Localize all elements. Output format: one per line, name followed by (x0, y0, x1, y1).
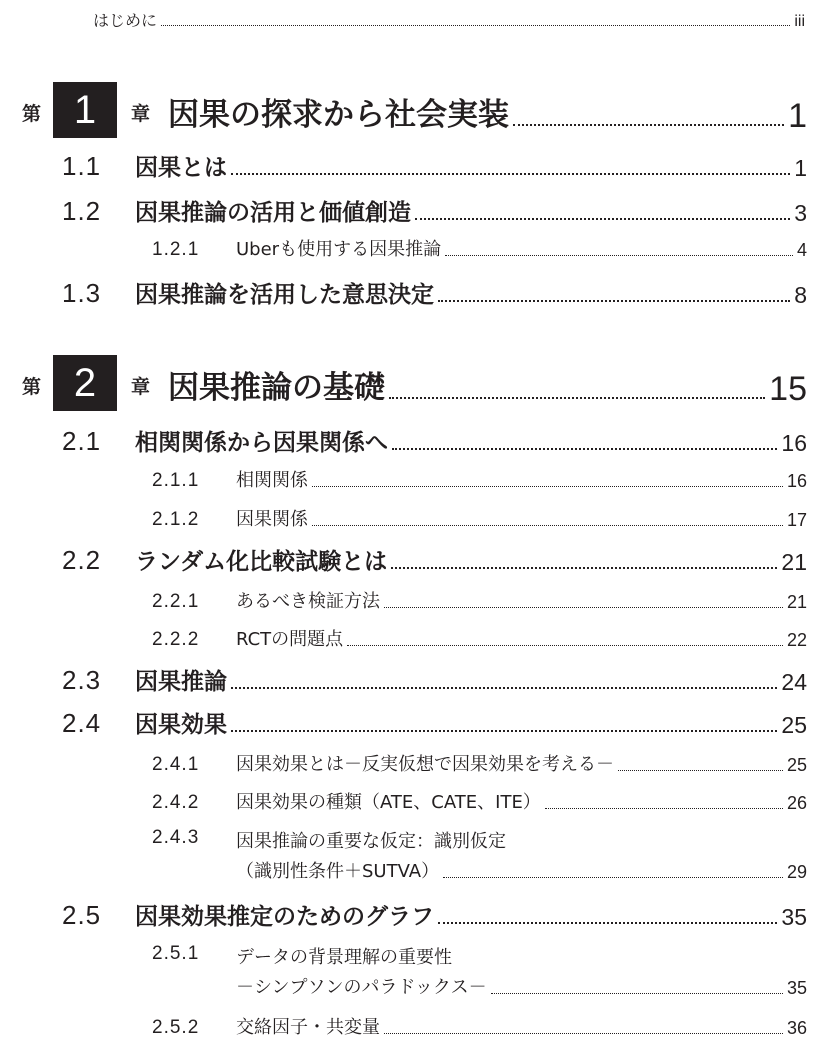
toc-subsection-2-2-1[interactable] (152, 587, 807, 613)
section-number: 1.2 (62, 196, 102, 226)
dot-leader (312, 486, 783, 487)
section-number: 2.2 (62, 545, 102, 575)
toc-section-2-1[interactable] (62, 423, 807, 457)
section-number: 2.4 (62, 708, 102, 738)
section-title: 因果推論 (135, 669, 227, 695)
toc-section-1-1[interactable] (62, 148, 807, 182)
preface-label: はじめに (93, 11, 158, 30)
toc-subsection-2-2-2[interactable] (152, 625, 807, 651)
subsection-number: 1.2.1 (152, 239, 200, 260)
chapter-prefix: 第 (22, 102, 42, 125)
page-number: 24 (781, 669, 807, 695)
page-number: 15 (769, 370, 807, 408)
subsection-title: RCTの問題点 (236, 629, 344, 650)
page-number: 36 (786, 1018, 807, 1038)
page-number: 16 (781, 430, 807, 456)
subsection-title: 相関関係 (236, 470, 308, 491)
toc-subsection-1-2-1[interactable] (152, 235, 807, 261)
page-number: 25 (786, 755, 807, 775)
dot-leader (384, 1033, 783, 1034)
chapter-number-box: 2 (53, 355, 117, 411)
page-number: 22 (786, 630, 807, 650)
subsection-title: Uberも使用する因果推論 (236, 239, 442, 260)
page-number: 3 (794, 200, 807, 226)
subsection-number: 2.1.1 (152, 470, 200, 491)
page-number: 8 (794, 282, 807, 308)
dot-leader (347, 645, 783, 646)
page-number: 35 (786, 978, 807, 998)
dot-leader (231, 687, 777, 689)
section-title: 相関関係から因果関係へ (135, 430, 388, 456)
subsection-number: 2.5.1 (152, 943, 200, 964)
section-number: 2.1 (62, 426, 102, 456)
section-number: 2.5 (62, 900, 102, 930)
toc-subsection-2-1-1[interactable] (152, 466, 807, 492)
dot-leader (445, 255, 793, 256)
dot-leader (231, 173, 790, 175)
page-number: 1 (788, 97, 807, 135)
section-title: 因果推論を活用した意思決定 (135, 282, 434, 308)
toc-section-2-3[interactable] (62, 662, 807, 696)
section-title: 因果推論の活用と価値創造 (135, 200, 411, 226)
page-number: 4 (796, 240, 807, 260)
subsection-title-line1: データの背景理解の重要性 (236, 947, 452, 968)
page-number: 21 (781, 549, 807, 575)
subsection-title: あるべき検証方法 (236, 591, 380, 612)
subsection-number: 2.4.3 (152, 827, 200, 848)
dot-leader (389, 397, 765, 399)
section-number: 1.1 (62, 151, 102, 181)
toc-entry-preface[interactable] (93, 8, 805, 31)
dot-leader (161, 25, 790, 26)
toc-subsection-2-4-1[interactable] (152, 750, 807, 776)
section-title: 因果とは (135, 155, 227, 181)
page-number: 35 (781, 904, 807, 930)
subsection-title: 交絡因子・共変量 (236, 1017, 380, 1038)
chapter-suffix: 章 (131, 102, 151, 125)
toc-subsection-2-4-2[interactable] (152, 788, 807, 814)
page-number: 1 (794, 155, 807, 181)
page-number: 25 (781, 712, 807, 738)
chapter-title: 因果の探求から社会実装 (168, 97, 510, 133)
dot-leader (384, 607, 783, 608)
dot-leader (415, 218, 790, 220)
toc-subsection-2-5-1[interactable] (152, 943, 807, 999)
chapter-prefix: 第 (22, 375, 42, 398)
dot-leader (491, 993, 783, 994)
dot-leader (438, 922, 777, 924)
subsection-number: 2.2.2 (152, 629, 200, 650)
section-title: 因果効果 (135, 712, 227, 738)
section-title: 因果効果推定のためのグラフ (135, 904, 434, 930)
subsection-title: （識別性条件＋SUTVA） (236, 861, 440, 882)
page-number: 29 (786, 862, 807, 882)
page-number: iii (794, 13, 805, 30)
dot-leader (312, 525, 783, 526)
dot-leader (391, 567, 777, 569)
subsection-title: 因果効果とは－反実仮想で因果効果を考える－ (236, 754, 614, 775)
dot-leader (618, 770, 783, 771)
section-number: 1.3 (62, 278, 102, 308)
subsection-title: 因果関係 (236, 509, 308, 530)
subsection-number: 2.4.2 (152, 792, 200, 813)
page-number: 16 (786, 471, 807, 491)
toc-section-1-3[interactable] (62, 275, 807, 309)
subsection-number: 2.4.1 (152, 754, 200, 775)
dot-leader (392, 448, 777, 450)
subsection-title-line1: 因果推論の重要な仮定：識別仮定 (236, 831, 506, 852)
section-number: 2.3 (62, 665, 102, 695)
chapter-heading-1[interactable] (22, 82, 807, 138)
chapter-number-box: 1 (53, 82, 117, 138)
chapter-title: 因果推論の基礎 (168, 370, 386, 406)
dot-leader (231, 730, 777, 732)
chapter-heading-2[interactable] (22, 355, 807, 411)
chapter-suffix: 章 (131, 375, 151, 398)
toc-subsection-2-4-3[interactable] (152, 827, 807, 883)
toc-section-2-5[interactable] (62, 897, 807, 931)
section-title: ランダム化比較試験とは (135, 549, 388, 575)
dot-leader (438, 300, 790, 302)
subsection-number: 2.2.1 (152, 591, 200, 612)
toc-subsection-2-1-2[interactable] (152, 505, 807, 531)
toc-section-2-4[interactable] (62, 705, 807, 739)
dot-leader (443, 877, 783, 878)
page-number: 26 (786, 793, 807, 813)
page-number: 21 (786, 592, 807, 612)
dot-leader (513, 124, 784, 126)
toc-subsection-2-5-2[interactable] (152, 1013, 807, 1039)
subsection-number: 2.1.2 (152, 509, 200, 530)
subsection-number: 2.5.2 (152, 1017, 200, 1038)
subsection-title: 因果効果の種類（ATE、CATE、ITE） (236, 792, 541, 813)
subsection-title: －シンプソンのパラドックス－ (236, 977, 487, 998)
dot-leader (545, 808, 783, 809)
toc-section-1-2[interactable] (62, 193, 807, 227)
toc-section-2-2[interactable] (62, 542, 807, 576)
page-number: 17 (786, 510, 807, 530)
